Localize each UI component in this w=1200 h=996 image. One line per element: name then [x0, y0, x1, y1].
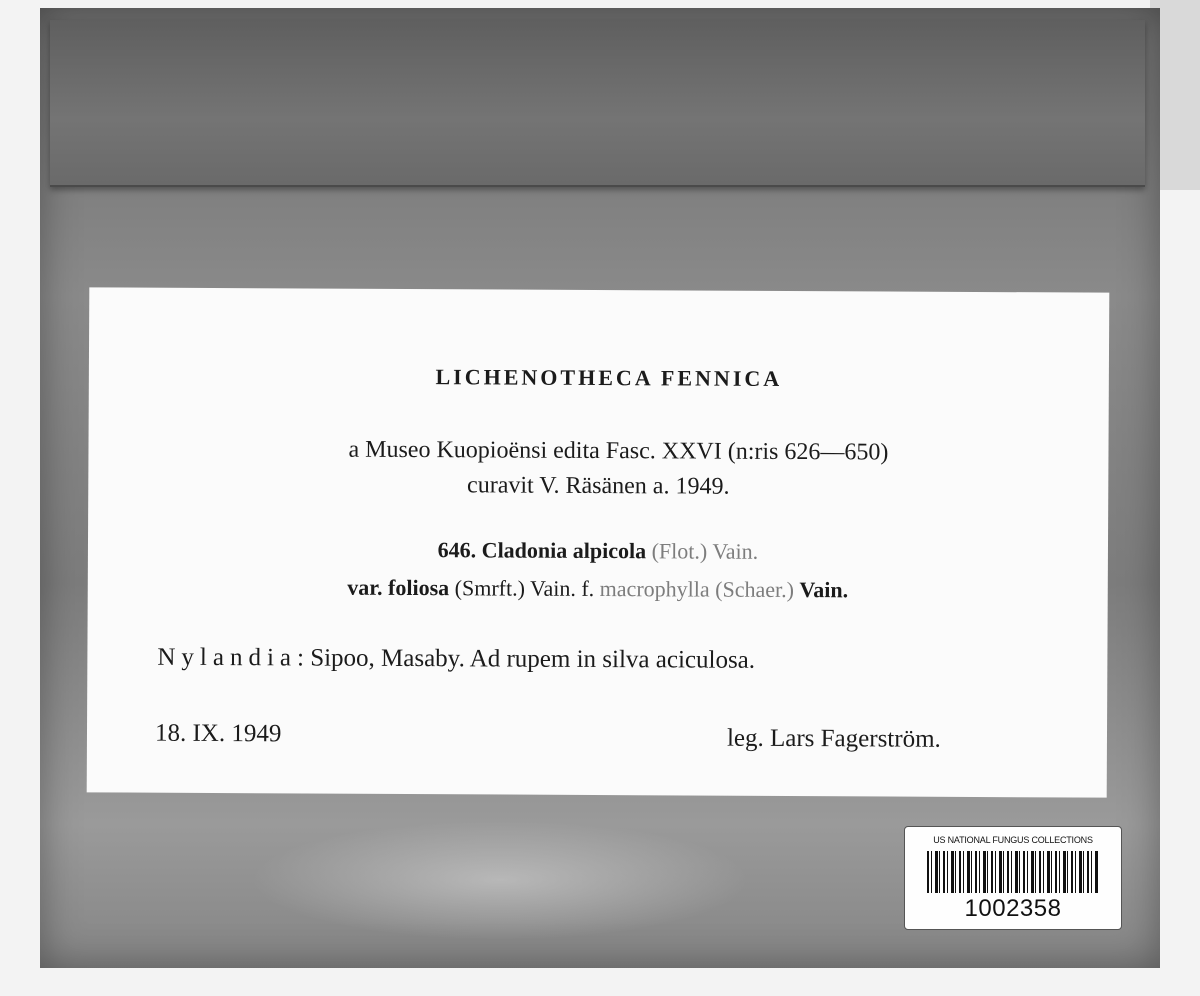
label-subtitle-1: a Museo Kuopioënsi edita Fasc. XXVI (n:ris 626—650)	[348, 436, 889, 466]
herbarium-label	[87, 287, 1110, 797]
locality-line	[157, 644, 755, 675]
locality-text: : Sipoo, Masaby. Ad rupem in silva aciculosa.	[296, 644, 756, 674]
barcode-bars-icon	[927, 851, 1099, 893]
taxon-line-1	[88, 535, 1108, 566]
taxon-var-name: foliosa	[387, 574, 450, 601]
barcode-header: US NATIONAL FUNGUS COLLECTIONS	[933, 835, 1093, 845]
taxon-var-authority: (Smrft.) Vain. f.	[454, 575, 595, 601]
taxon-line-2	[88, 573, 1108, 604]
barcode-number: 1002358	[964, 895, 1062, 922]
taxon-var-prefix: var.	[347, 574, 383, 600]
packet-sheen	[250, 820, 750, 940]
taxon-final-author: Vain.	[799, 577, 849, 603]
taxon-number-genus: 646. Cladonia alpicola	[437, 537, 647, 564]
taxon-authority-1: (Flot.) Vain.	[651, 538, 759, 564]
barcode-label	[904, 826, 1122, 930]
taxon-form-name: macrophylla	[599, 576, 710, 602]
collection-date: 18. IX. 1949	[154, 719, 282, 748]
packet-flap	[50, 20, 1145, 187]
taxon-form-authority: (Schaer.)	[715, 576, 795, 603]
collector: leg. Lars Fagerström.	[726, 724, 941, 753]
label-subtitle-2: curavit V. Räsänen a. 1949.	[467, 472, 730, 500]
label-title: LICHENOTHECA FENNICA	[435, 364, 783, 391]
locality-region: Nylandia	[157, 643, 298, 672]
